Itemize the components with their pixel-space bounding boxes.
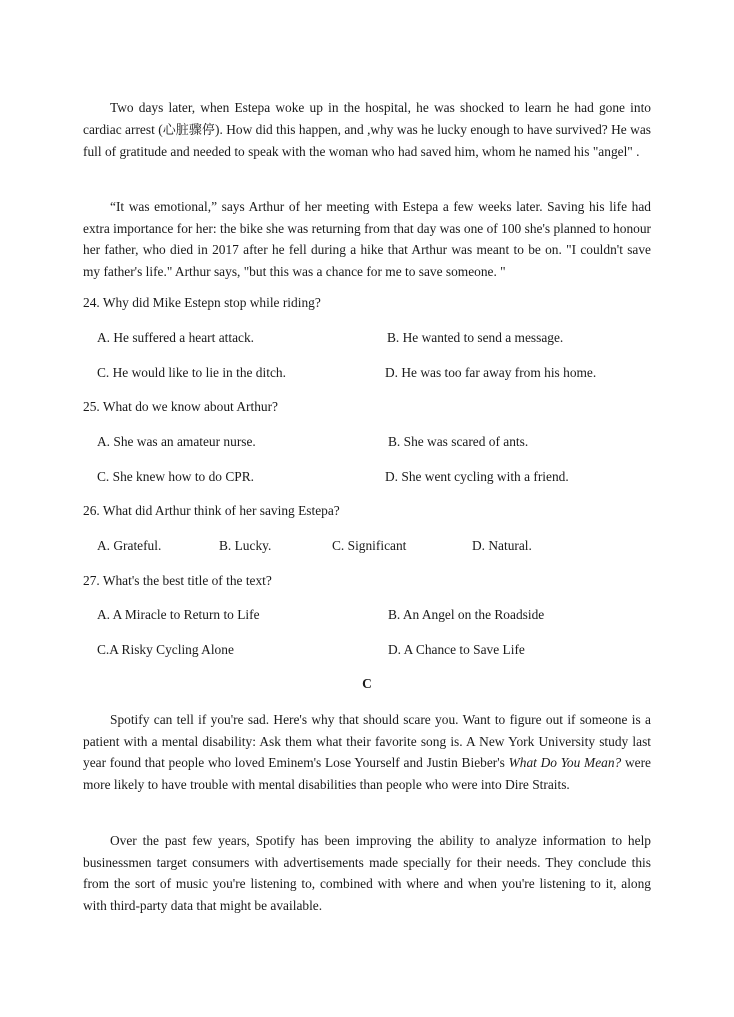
question-25-stem: 25. What do we know about Arthur? xyxy=(83,399,278,414)
question-25-option-a[interactable]: A. She was an amateur nurse. xyxy=(97,434,256,449)
passage-b-paragraph-1 xyxy=(83,97,651,163)
question-26-stem: 26. What did Arthur think of her saving Estepa? xyxy=(83,503,340,518)
question-26-option-a[interactable]: A. Grateful. xyxy=(97,538,162,553)
passage-c-paragraph-2 xyxy=(83,830,651,916)
paragraph-text: “It was emotional,” says Arthur of her meeting with Estepa a few weeks later. Saving his life had extra importance for her: the bike she was returning from that day was one of 100 she's planned to honour her father, who died in 2017 after he fell during a hike that Arthur was meant to be on. "I couldn't save my father's life." Arthur says, "but this was a chance for me to save someone. " xyxy=(83,199,651,279)
question-24-stem: 24. Why did Mike Estepn stop while riding? xyxy=(83,295,321,310)
question-27-option-b[interactable]: B. An Angel on the Roadside xyxy=(388,607,545,622)
paragraph-text: were more likely to have trouble with mental disabilities than people who were into Dire Straits. xyxy=(83,755,651,792)
question-24-option-b[interactable]: B. He wanted to send a message. xyxy=(387,330,564,345)
question-26-option-d[interactable]: D. Natural. xyxy=(472,538,532,553)
question-27-option-a[interactable]: A. A Miracle to Return to Life xyxy=(97,607,260,622)
question-24-option-a[interactable]: A. He suffered a heart attack. xyxy=(97,330,255,345)
paragraph-text: ). How did this happen, and ,why was he lucky enough to have survived? He was full of gratitude and needed to speak with the woman who had saved him, whom he named his "angel" . xyxy=(83,121,651,159)
question-24-option-d[interactable]: D. He was too far away from his home. xyxy=(385,365,597,380)
question-24-option-c[interactable]: C. He would like to lie in the ditch. xyxy=(97,365,286,380)
chinese-annotation: 心脏骤停 xyxy=(162,122,215,138)
paragraph-text: Two days later, when Estepa woke up in the hospital, he was shocked to learn he had gone into cardiac arrest ( xyxy=(83,100,651,137)
question-27-option-c[interactable]: C.A Risky Cycling Alone xyxy=(97,642,234,657)
question-26-option-c[interactable]: C. Significant xyxy=(332,538,407,553)
song-title: What Do You Mean? xyxy=(508,755,622,770)
passage-b-paragraph-2 xyxy=(83,196,651,282)
question-27-stem: 27. What's the best title of the text? xyxy=(83,573,272,588)
question-26-option-b[interactable]: B. Lucky. xyxy=(219,538,272,553)
paragraph-text: Spotify can tell if you're sad. Here's why that should scare you. Want to figure out if someone is a patient with a mental disability: Ask them what their favorite song is. A New York University study last year found that people who loved Eminem's Lose Yourself and Justin Bieber's xyxy=(83,712,651,770)
question-27-option-d[interactable]: D. A Chance to Save Life xyxy=(388,642,525,657)
passage-c-paragraph-1 xyxy=(83,709,651,795)
question-25-option-c[interactable]: C. She knew how to do CPR. xyxy=(97,469,254,484)
paragraph-text: Over the past few years, Spotify has been improving the ability to analyze information to help businessmen target consumers with advertisements made specially for their needs. They conclude this from the sort of music you're listening to, combined with where and when you're listening to it, along with third-party data that might be available. xyxy=(83,833,651,913)
question-25-option-d[interactable]: D. She went cycling with a friend. xyxy=(385,469,569,484)
section-heading: C xyxy=(362,676,372,691)
question-25-option-b[interactable]: B. She was scared of ants. xyxy=(388,434,529,449)
